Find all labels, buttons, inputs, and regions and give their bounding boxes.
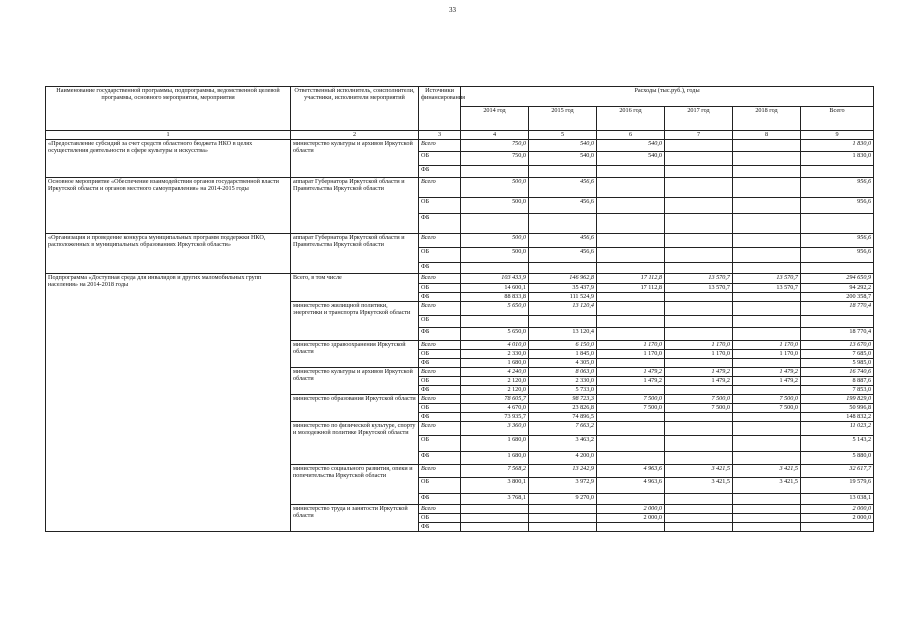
funding-source: ФБ: [419, 359, 461, 368]
year-value: 7 500,0: [597, 404, 665, 413]
year-value: 750,0: [461, 140, 529, 152]
funding-source: Всего: [419, 422, 461, 436]
year-value: [665, 494, 733, 505]
total-value: 7 853,0: [801, 386, 874, 395]
year-value: [733, 452, 801, 465]
funding-source: Всего: [419, 274, 461, 284]
total-value: 2 000,0: [801, 505, 874, 514]
year-value: 456,6: [529, 234, 597, 248]
program-name: «Организация и проведение конкурса муниципальных программ поддержки НКО, расположенных в муниципальных образованиях Иркутской области»: [46, 234, 291, 274]
total-value: 5 143,2: [801, 436, 874, 452]
year-value: 3 421,5: [665, 465, 733, 478]
year-value: 7 500,0: [665, 404, 733, 413]
funding-source: ОБ: [419, 198, 461, 214]
total-value: 956,6: [801, 234, 874, 248]
total-value: 50 996,8: [801, 404, 874, 413]
year-value: [733, 152, 801, 166]
year-value: [665, 214, 733, 234]
year-value: [665, 452, 733, 465]
year-value: [733, 413, 801, 422]
year-value: 500,0: [461, 198, 529, 214]
year-value: [733, 140, 801, 152]
year-value: 1 680,0: [461, 436, 529, 452]
program-name: Подпрограмма «Доступная среда для инвалидов и других маломобильных групп населения» на 2014-2018 годы: [46, 274, 291, 532]
year-value: 500,0: [461, 248, 529, 263]
year-value: [597, 452, 665, 465]
year-value: [665, 178, 733, 198]
column-number: 4: [461, 131, 529, 140]
year-value: 2 330,0: [529, 377, 597, 386]
year-value: 13 120,4: [529, 328, 597, 341]
year-value: [665, 328, 733, 341]
executor-name: министерство социального развития, опеки и попечительства Иркутской области: [291, 465, 419, 505]
year-value: 3 972,9: [529, 478, 597, 494]
year-value: [733, 494, 801, 505]
year-value: 6 150,0: [529, 341, 597, 350]
year-value: [665, 422, 733, 436]
year-value: 3 800,1: [461, 478, 529, 494]
funding-source: Всего: [419, 465, 461, 478]
column-number: 8: [733, 131, 801, 140]
year-value: [665, 248, 733, 263]
year-value: [597, 422, 665, 436]
year-value: 1 170,0: [597, 341, 665, 350]
year-value: 1 479,2: [665, 368, 733, 377]
total-value: 18 770,4: [801, 302, 874, 316]
year-value: [529, 505, 597, 514]
executor-name: министерство по физической культуре, спорту и молодежной политике Иркутской области: [291, 422, 419, 465]
year-value: [597, 214, 665, 234]
year-value: 13 570,7: [665, 274, 733, 284]
header-year: 2016 год: [597, 107, 665, 131]
year-value: [597, 302, 665, 316]
table-row: [46, 234, 874, 248]
year-value: 4 010,0: [461, 341, 529, 350]
year-value: [597, 494, 665, 505]
total-value: 32 617,7: [801, 465, 874, 478]
year-value: 9 270,0: [529, 494, 597, 505]
year-value: [733, 214, 801, 234]
funding-source: ОБ: [419, 404, 461, 413]
executor-name: министерство культуры и архивов Иркутской области: [291, 368, 419, 395]
year-value: 1 680,0: [461, 452, 529, 465]
year-value: 4 963,6: [597, 465, 665, 478]
year-value: [529, 514, 597, 523]
column-number: 7: [665, 131, 733, 140]
total-value: 294 650,9: [801, 274, 874, 284]
total-value: 13 670,0: [801, 341, 874, 350]
year-value: [665, 359, 733, 368]
header-program: Наименование государственной программы, подпрограммы, ведомственной целевой программы, основного мероприятия, мероприятия: [46, 87, 291, 131]
column-number: 9: [801, 131, 874, 140]
year-value: 1 170,0: [665, 350, 733, 359]
funding-source: ФБ: [419, 293, 461, 302]
year-value: 456,6: [529, 198, 597, 214]
year-value: 35 437,9: [529, 284, 597, 293]
header-year: 2017 год: [665, 107, 733, 131]
year-value: 146 962,8: [529, 274, 597, 284]
funding-source: ФБ: [419, 523, 461, 532]
year-value: 750,0: [461, 152, 529, 166]
funding-source: ФБ: [419, 452, 461, 465]
funding-source: ОБ: [419, 350, 461, 359]
year-value: [529, 523, 597, 532]
year-value: 111 524,9: [529, 293, 597, 302]
executor-name: министерство здравоохранения Иркутской области: [291, 341, 419, 368]
year-value: 103 433,9: [461, 274, 529, 284]
header-total: Всего: [801, 107, 874, 131]
year-value: 1 170,0: [665, 341, 733, 350]
funding-source: ФБ: [419, 413, 461, 422]
year-value: 3 421,5: [665, 478, 733, 494]
year-value: 14 600,1: [461, 284, 529, 293]
year-value: [597, 234, 665, 248]
year-value: 5 650,0: [461, 328, 529, 341]
year-value: 1 170,0: [733, 341, 801, 350]
total-value: 148 832,2: [801, 413, 874, 422]
year-value: 4 963,6: [597, 478, 665, 494]
funding-source: Всего: [419, 341, 461, 350]
year-value: [733, 302, 801, 316]
total-value: 5 985,0: [801, 359, 874, 368]
year-value: 7 500,0: [733, 395, 801, 404]
year-value: [665, 316, 733, 328]
year-value: [665, 505, 733, 514]
year-value: [597, 359, 665, 368]
year-value: [665, 263, 733, 274]
total-value: 1 830,0: [801, 152, 874, 166]
year-value: [665, 436, 733, 452]
year-value: 1 479,2: [733, 377, 801, 386]
year-value: [733, 316, 801, 328]
year-value: 98 723,3: [529, 395, 597, 404]
year-value: 1 479,2: [733, 368, 801, 377]
executor-name: министерство образования Иркутской области: [291, 395, 419, 422]
funding-source: ФБ: [419, 214, 461, 234]
year-value: [733, 178, 801, 198]
total-value: 18 770,4: [801, 328, 874, 341]
year-value: [665, 413, 733, 422]
year-value: [733, 198, 801, 214]
table-body: [46, 140, 874, 532]
year-value: [665, 523, 733, 532]
year-value: [665, 302, 733, 316]
year-value: 500,0: [461, 234, 529, 248]
funding-source: ОБ: [419, 152, 461, 166]
year-value: 3 421,5: [733, 465, 801, 478]
year-value: 5 650,0: [461, 302, 529, 316]
year-value: [461, 166, 529, 178]
year-value: [597, 523, 665, 532]
header-expenses: Расходы (тыс.руб.), годы: [461, 87, 874, 107]
executor-name: Всего, в том числе: [291, 274, 419, 302]
year-value: 78 605,7: [461, 395, 529, 404]
year-value: 13 120,4: [529, 302, 597, 316]
funding-source: ОБ: [419, 284, 461, 293]
total-value: [801, 214, 874, 234]
year-value: [665, 140, 733, 152]
total-value: 7 685,0: [801, 350, 874, 359]
expenses-table: [45, 86, 874, 532]
year-value: [597, 328, 665, 341]
total-value: 16 740,6: [801, 368, 874, 377]
year-value: 13 570,7: [665, 284, 733, 293]
year-value: [665, 293, 733, 302]
year-value: 1 680,0: [461, 359, 529, 368]
year-value: 540,0: [529, 152, 597, 166]
executor-name: аппарат Губернатора Иркутской области и Правительства Иркутской области: [291, 178, 419, 234]
year-value: [733, 293, 801, 302]
year-value: 1 845,0: [529, 350, 597, 359]
funding-source: Всего: [419, 505, 461, 514]
funding-source: ОБ: [419, 248, 461, 263]
page-number: 33: [449, 6, 456, 14]
executor-name: министерство труда и занятости Иркутской области: [291, 505, 419, 532]
year-value: [733, 359, 801, 368]
year-value: 88 833,8: [461, 293, 529, 302]
year-value: 2 000,0: [597, 505, 665, 514]
table-row: [46, 274, 874, 284]
total-value: [801, 263, 874, 274]
column-number: 5: [529, 131, 597, 140]
year-value: 1 170,0: [597, 350, 665, 359]
year-value: [665, 234, 733, 248]
year-value: 7 500,0: [665, 395, 733, 404]
year-value: [461, 263, 529, 274]
funding-source: Всего: [419, 368, 461, 377]
year-value: 4 200,0: [529, 452, 597, 465]
year-value: 13 242,9: [529, 465, 597, 478]
total-value: 11 023,2: [801, 422, 874, 436]
year-value: 3 421,5: [733, 478, 801, 494]
year-value: [733, 328, 801, 341]
table-row: [46, 178, 874, 198]
year-value: 4 240,0: [461, 368, 529, 377]
total-value: [801, 316, 874, 328]
year-value: 500,0: [461, 178, 529, 198]
year-value: 2 330,0: [461, 350, 529, 359]
program-name: «Предоставление субсидий за счет средств областного бюджета НКО в целях осуществления деятельности в сфере культуры и искусства»: [46, 140, 291, 178]
year-value: 13 570,7: [733, 274, 801, 284]
funding-source: ОБ: [419, 514, 461, 523]
year-value: 5 733,0: [529, 386, 597, 395]
year-value: [665, 152, 733, 166]
funding-source: Всего: [419, 140, 461, 152]
header-executor: Ответственный исполнитель, соисполнители, участники, исполнители мероприятий: [291, 87, 419, 131]
header-year: 2015 год: [529, 107, 597, 131]
year-value: [733, 234, 801, 248]
funding-source: ОБ: [419, 478, 461, 494]
header-year: 2018 год: [733, 107, 801, 131]
year-value: 2 120,0: [461, 386, 529, 395]
year-value: [665, 386, 733, 395]
year-value: [597, 436, 665, 452]
year-value: 74 896,5: [529, 413, 597, 422]
year-value: [529, 214, 597, 234]
column-number: 1: [46, 131, 291, 140]
year-value: 8 063,0: [529, 368, 597, 377]
year-value: [733, 505, 801, 514]
total-value: 1 830,0: [801, 140, 874, 152]
year-value: [529, 263, 597, 274]
total-value: 956,6: [801, 248, 874, 263]
year-value: 456,6: [529, 178, 597, 198]
executor-name: министерство культуры и архивов Иркутской области: [291, 140, 419, 178]
year-value: [461, 505, 529, 514]
year-value: [733, 422, 801, 436]
total-value: 956,6: [801, 178, 874, 198]
total-value: 956,6: [801, 198, 874, 214]
total-value: [801, 523, 874, 532]
year-value: [597, 316, 665, 328]
funding-source: ФБ: [419, 494, 461, 505]
year-value: [733, 248, 801, 263]
funding-source: Всего: [419, 395, 461, 404]
year-value: 2 120,0: [461, 377, 529, 386]
year-value: 3 463,2: [529, 436, 597, 452]
column-number: 6: [597, 131, 665, 140]
total-value: 94 292,2: [801, 284, 874, 293]
year-value: 7 663,2: [529, 422, 597, 436]
table-row: [46, 140, 874, 152]
year-value: [665, 166, 733, 178]
year-value: [665, 514, 733, 523]
funding-source: Всего: [419, 302, 461, 316]
year-value: [733, 386, 801, 395]
funding-source: ФБ: [419, 386, 461, 395]
year-value: 73 935,7: [461, 413, 529, 422]
year-value: 23 826,8: [529, 404, 597, 413]
total-value: 2 000,0: [801, 514, 874, 523]
year-value: [597, 178, 665, 198]
year-value: [733, 166, 801, 178]
year-value: 1 479,2: [597, 377, 665, 386]
funding-source: ФБ: [419, 166, 461, 178]
year-value: 17 112,8: [597, 284, 665, 293]
total-value: 199 829,0: [801, 395, 874, 404]
header-year: 2014 год: [461, 107, 529, 131]
year-value: 4 670,0: [461, 404, 529, 413]
total-value: 200 358,7: [801, 293, 874, 302]
executor-name: аппарат Губернатора Иркутской области и Правительства Иркутской области: [291, 234, 419, 274]
year-value: 540,0: [597, 152, 665, 166]
year-value: [733, 523, 801, 532]
year-value: [733, 436, 801, 452]
year-value: [461, 214, 529, 234]
funding-source: Всего: [419, 234, 461, 248]
year-value: [665, 198, 733, 214]
year-value: 7 568,2: [461, 465, 529, 478]
funding-source: ФБ: [419, 328, 461, 341]
year-value: 13 570,7: [733, 284, 801, 293]
total-value: 5 880,0: [801, 452, 874, 465]
year-value: [461, 523, 529, 532]
year-value: [733, 514, 801, 523]
year-value: 540,0: [529, 140, 597, 152]
year-value: [461, 514, 529, 523]
year-value: [597, 198, 665, 214]
year-value: [597, 413, 665, 422]
year-value: [597, 248, 665, 263]
year-value: 1 170,0: [733, 350, 801, 359]
year-value: 3 768,1: [461, 494, 529, 505]
year-value: 1 479,2: [665, 377, 733, 386]
year-value: 4 305,0: [529, 359, 597, 368]
year-value: 3 360,0: [461, 422, 529, 436]
year-value: [597, 263, 665, 274]
funding-source: Всего: [419, 178, 461, 198]
year-value: 456,6: [529, 248, 597, 263]
year-value: 7 500,0: [597, 395, 665, 404]
year-value: 540,0: [597, 140, 665, 152]
year-value: [529, 166, 597, 178]
program-name: Основное мероприятие «Обеспечение взаимодействия органов государственной власти Иркутской области и органов местного самоуправления» на 2014-2015 годы: [46, 178, 291, 234]
column-number: 3: [419, 131, 461, 140]
year-value: [597, 166, 665, 178]
funding-source: ОБ: [419, 436, 461, 452]
year-value: [529, 316, 597, 328]
funding-source: ОБ: [419, 377, 461, 386]
funding-source: ФБ: [419, 263, 461, 274]
year-value: [461, 316, 529, 328]
year-value: [597, 386, 665, 395]
total-value: 19 579,6: [801, 478, 874, 494]
executor-name: министерство жилищной политики, энергетики и транспорта Иркутской области: [291, 302, 419, 341]
year-value: 17 112,8: [597, 274, 665, 284]
year-value: [733, 263, 801, 274]
year-value: 2 000,0: [597, 514, 665, 523]
year-value: 1 479,2: [597, 368, 665, 377]
funding-source: ОБ: [419, 316, 461, 328]
total-value: 8 887,6: [801, 377, 874, 386]
total-value: [801, 166, 874, 178]
column-number: 2: [291, 131, 419, 140]
year-value: [597, 293, 665, 302]
header-source: Источники финансирования: [419, 87, 461, 131]
year-value: 7 500,0: [733, 404, 801, 413]
total-value: 13 038,1: [801, 494, 874, 505]
